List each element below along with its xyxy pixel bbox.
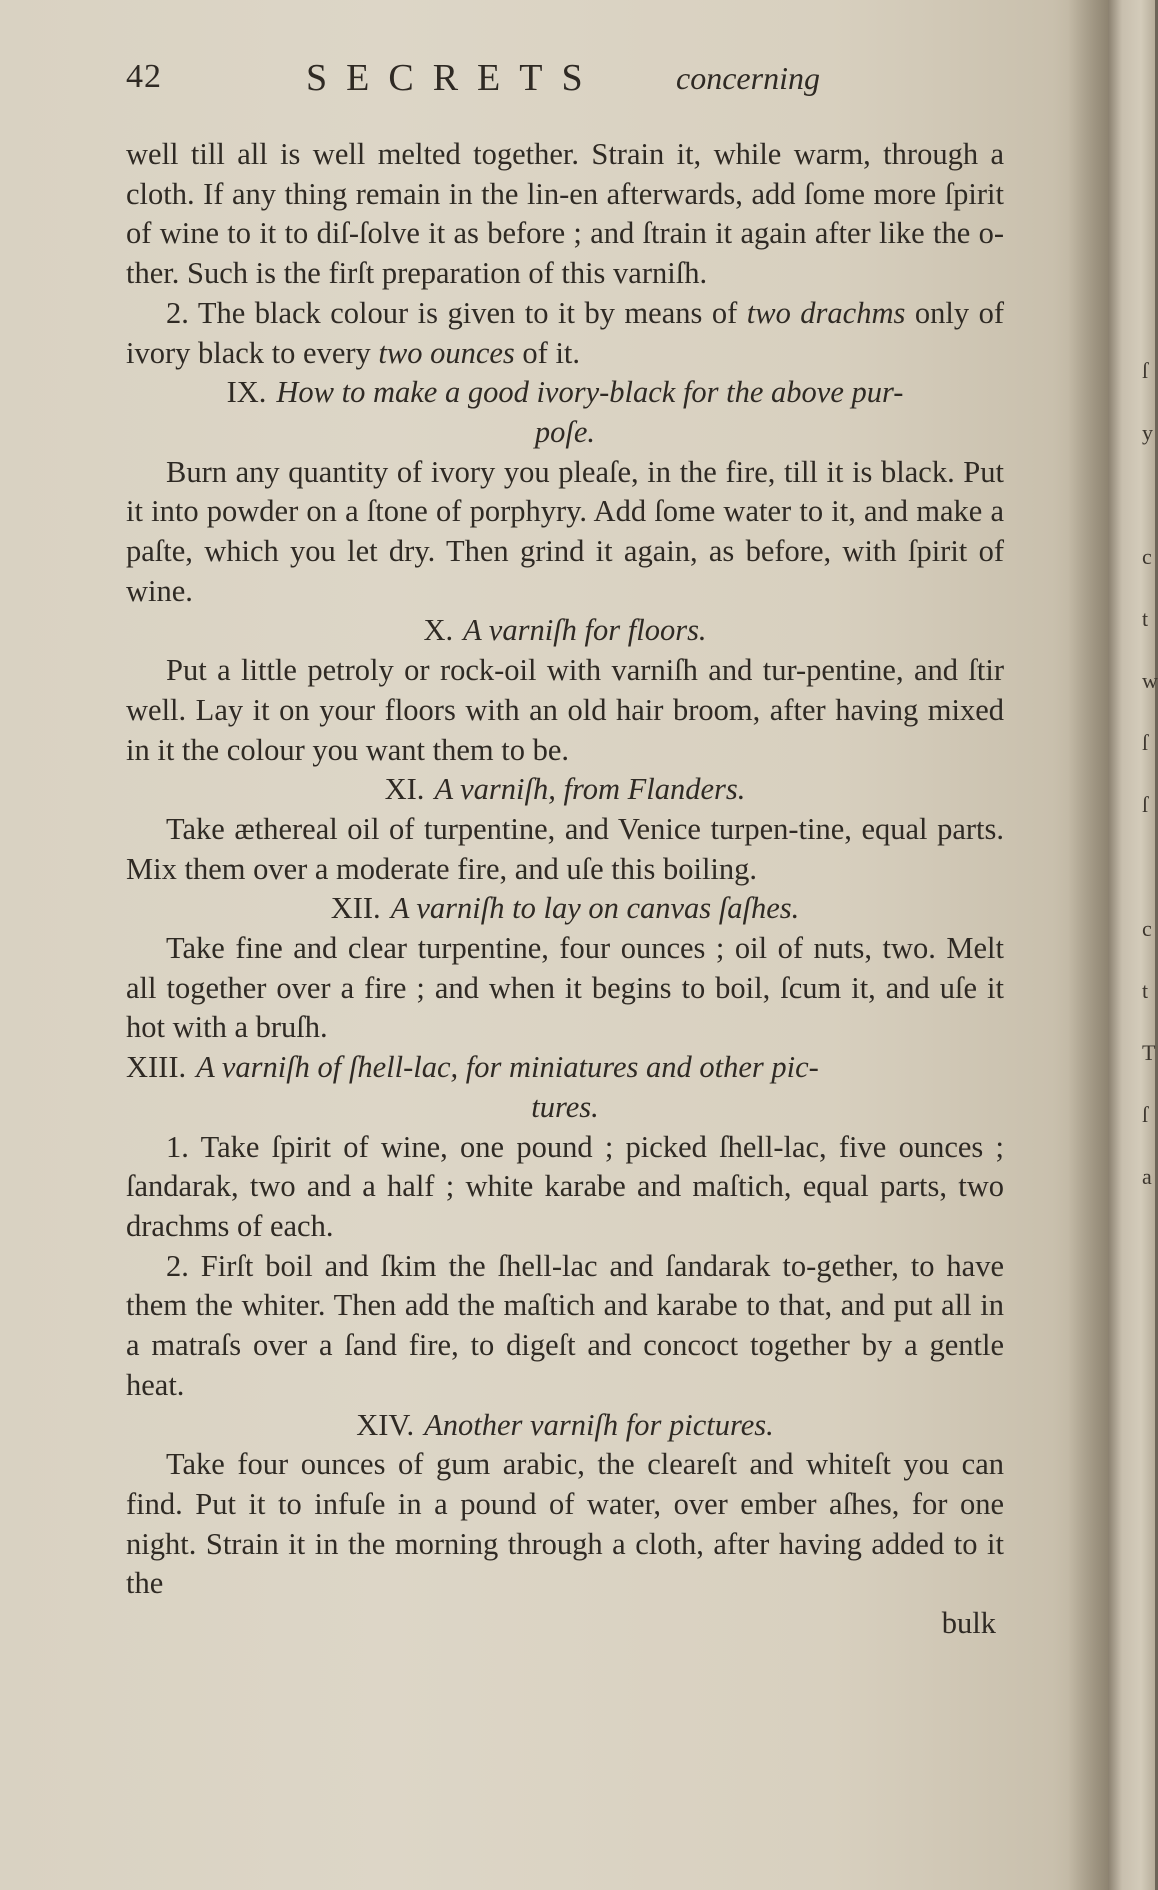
- italic-run: two drachms: [746, 295, 906, 330]
- section-title: A varniſh, from Flanders.: [434, 772, 746, 807]
- adjacent-page-letters: ſ y c t w ſ ſ c t T ſ a: [1142, 358, 1158, 1189]
- catchword: bulk: [941, 1606, 996, 1641]
- paragraph-continuation: well till all is well melted together. Strain it, while warm, through a cloth. If any thing remain in the lin-en afterwards, add ſome more ſpirit of wine to it to diſ-ſolve it as before ; and ſtrain it again after like the o-ther. Such is the firſt preparation of this varniſh.: [126, 137, 1004, 291]
- section-title: How to make a good ivory-black for the above pur-: [276, 375, 904, 410]
- paragraph-canvas-sashes: Take fine and clear turpentine, four ounces ; oil of nuts, two. Melt all together over a fire ; and when it begins to boil, ſcum it, and uſe it hot with a bruſh.: [126, 931, 1004, 1045]
- section-heading-xiv: [126, 1406, 1004, 1446]
- section-title: A varniſh for floors.: [463, 613, 707, 648]
- paragraph-flanders: Take æthereal oil of turpentine, and Venice turpen-tine, equal parts. Mix them over a moderate fire, and uſe this boiling.: [126, 811, 1004, 886]
- section-heading-x: [126, 611, 1004, 651]
- section-number: XIV.: [356, 1407, 415, 1442]
- page-number: 42: [126, 58, 162, 95]
- text-run: only of ivory black to every: [126, 295, 1004, 370]
- page-body: [126, 135, 1004, 1644]
- paragraph-floors: Put a little petroly or rock-oil with varniſh and tur-pentine, and ſtir well. Lay it on your floors with an old hair broom, after having mixed in it the colour you want them to be.: [126, 653, 1004, 767]
- paragraph-shell-lac-1: 1. Take ſpirit of wine, one pound ; picked ſhell-lac, five ounces ; ſandarak, two and a half ; white karabe and maſtich, equal parts, two drachms of each.: [126, 1129, 1004, 1243]
- section-number: XII.: [330, 891, 381, 926]
- section-number: XI.: [384, 772, 425, 807]
- section-heading-xii: [126, 889, 1004, 929]
- page-header: [126, 52, 1006, 102]
- paragraph-shell-lac-2: 2. Firſt boil and ſkim the ſhell-lac and ſandarak to-gether, to have them the whiter. Then add the maſtich and karabe to that, and put all in a matraſs over a ſand fire, to digeſt and concoct together by a gentle heat.: [126, 1248, 1004, 1402]
- italic-run: two ounces: [378, 335, 515, 370]
- running-title-italic: concerning: [676, 60, 820, 96]
- running-title: SECRETS: [306, 57, 602, 99]
- section-title-continuation: poſe.: [534, 414, 596, 449]
- section-number: X.: [423, 613, 454, 648]
- paragraph-gum-arabic: Take four ounces of gum arabic, the cleareſt and whiteſt you can find. Put it to infuſe in a pound of water, over ember aſhes, for one night. Strain it in the morning through a cloth, after having added to it the: [126, 1447, 1004, 1601]
- text-run: of it.: [514, 335, 581, 370]
- section-title-continuation: tures.: [531, 1089, 599, 1124]
- section-title: A varniſh to lay on canvas ſaſhes.: [390, 891, 800, 926]
- section-title: Another varniſh for pictures.: [424, 1407, 774, 1442]
- paragraph-ivory-black: Burn any quantity of ivory you pleaſe, in the fire, till it is black. Put it into powder on a ſtone of porphyry. Add ſome water to it, and make a paſte, which you let dry. Then grind it again, as before, with ſpirit of wine.: [126, 454, 1004, 608]
- section-number: IX.: [226, 375, 267, 410]
- text-run: 2. The black colour is given to it by means of: [166, 295, 747, 330]
- section-heading-ix: [126, 373, 1004, 413]
- section-heading-xi: [126, 770, 1004, 810]
- section-number: XIII.: [126, 1050, 187, 1085]
- paragraph-black-colour: [126, 294, 1004, 373]
- section-title: A varniſh of ſhell-lac, for miniatures and other pic-: [196, 1050, 819, 1085]
- section-heading-xiii: [126, 1048, 1004, 1088]
